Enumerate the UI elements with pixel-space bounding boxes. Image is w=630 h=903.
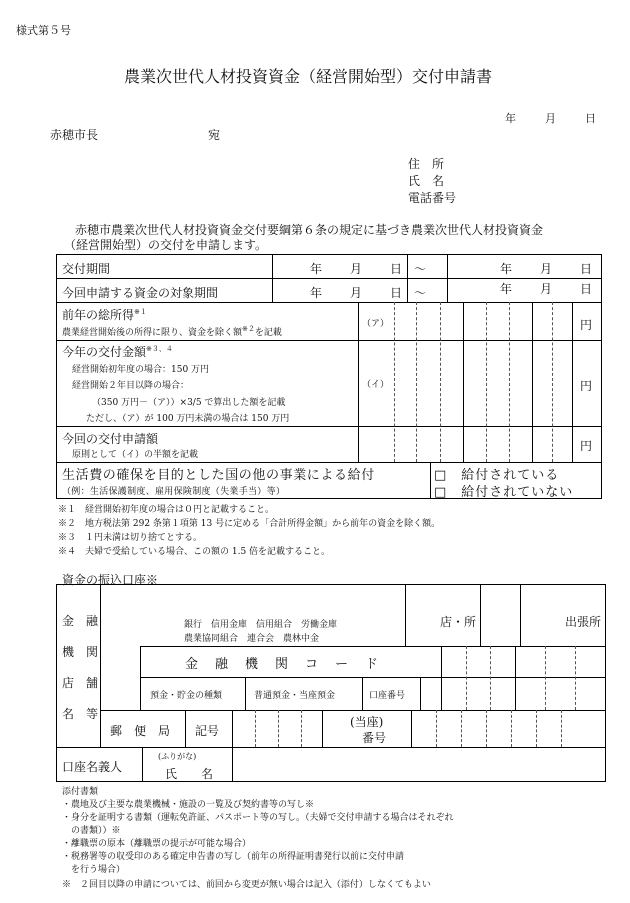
- deposit-type-value: 普通預金・当座預金: [254, 691, 336, 701]
- request-amount-sub: 原則として（イ）の半額を記載: [72, 450, 199, 460]
- prev-income-sub-text: 農業経営開始後の所得に限り、資金を除く額: [62, 328, 243, 338]
- applicant-phone-label: 電話番号: [408, 191, 457, 205]
- side-label-1: 金 融: [62, 614, 99, 628]
- grant-amount-note-ref: ※３、４: [146, 345, 173, 353]
- date-day: 日: [585, 112, 596, 125]
- intro-line-1: 赤穂市農業次世代人材投資資金交付要綱第６条の規定に基づき農業次世代人材投資資金: [75, 223, 544, 237]
- row2-start-day: 日: [390, 286, 403, 300]
- bank-heading: 資金の振込口座※: [62, 573, 159, 587]
- deposit-type-label: 預金・貯金の種類: [150, 691, 223, 701]
- label-grant-period: 交付期間: [62, 262, 111, 276]
- grant-amount-text: 今年の交付金額: [62, 345, 147, 359]
- row1-end-day: 日: [580, 262, 593, 276]
- bank-code-label: 金 融 機 関 コ ー ド: [185, 657, 381, 672]
- symbol-label: 記号: [195, 724, 220, 738]
- account-number-label: 口座番号: [369, 691, 406, 701]
- side-label-4: 名 等: [62, 707, 99, 721]
- prev-income-sub-end: を記載: [254, 328, 282, 338]
- furigana-label: (ふりがな): [158, 752, 197, 761]
- grant-line-3: （350 万円－（ア））×3/5 で算出した額を記載: [92, 398, 286, 408]
- post-office-label: 郵 便 局: [110, 724, 171, 738]
- attachment-4: ・税務署等の収受印のある確定申告書の写し（前年の所得証明書発行以前に交付申請: [62, 852, 405, 862]
- prev-income-sub: [62, 324, 282, 338]
- checkbox-benefit-not-received[interactable]: □ 給付されていない: [434, 485, 574, 500]
- attachment-4-cont: を行う場合）: [62, 865, 126, 875]
- addressee-name: 赤穂市長: [50, 128, 99, 142]
- intro-line-2: （経営開始型）の交付を申請します。: [64, 238, 268, 252]
- unit-yen-2: 円: [580, 379, 593, 393]
- label-other-benefits: 生活費の確保を目的とした国の他の事業による給付: [62, 468, 375, 483]
- note-2: ※２ 地方税法第 292 条第１項第 13 号に定める「合計所得金額」から前年の資金を除く額。: [58, 519, 441, 529]
- label-target-period: 今回申請する資金の対象期間: [62, 286, 219, 300]
- note-1: ※１ 経営開始初年度の場合は０円と記載すること。: [58, 505, 275, 515]
- row2-end-year: 年: [500, 282, 513, 296]
- row1-start-month: 月: [350, 262, 363, 276]
- bank-types-line-1: 銀行 信用金庫 信用組合 労働金庫: [184, 620, 338, 630]
- number-label-1: (当座): [350, 715, 384, 729]
- checkbox-benefit-received[interactable]: □ 給付されている: [434, 468, 560, 483]
- label-request-amount: 今回の交付申請額: [62, 432, 159, 446]
- attachment-2: ・身分を証明する書類（運転免許証、パスポート等の写し。（夫婦で交付申請する場合はそれぞれ: [62, 813, 454, 823]
- prev-income-text: 前年の総所得: [62, 308, 135, 322]
- row1-start-day: 日: [390, 262, 403, 276]
- grant-line-2: 経営開始２年目以降の場合：: [72, 381, 190, 391]
- row2-start-month: 月: [350, 286, 363, 300]
- label-grant-amount: [62, 343, 173, 360]
- mark-a: （ア）: [362, 319, 390, 329]
- page-title: 農業次世代人材投資資金（経営開始型）交付申請書: [124, 67, 493, 86]
- number-label-2: 番号: [362, 731, 387, 745]
- account-holder-label: 口座名義人: [62, 760, 123, 774]
- other-benefits-example: （例：生活保護制度、雇用保険制度（失業手当）等）: [62, 487, 286, 497]
- row1-start-year: 年: [310, 262, 323, 276]
- grant-line-4: ただし、（ア）が 100 万円未満の場合は 150 万円: [86, 414, 290, 424]
- form-number: 様式第５号: [16, 24, 71, 37]
- attachments-heading: 添付書類: [62, 787, 99, 797]
- row2-start-year: 年: [310, 286, 323, 300]
- side-label-3: 店 舗: [62, 676, 99, 690]
- label-prev-income: [62, 306, 147, 323]
- prev-income-note-ref: ※１: [134, 308, 147, 316]
- note-3: ※３ １円未満は切り捨てとする。: [58, 533, 203, 543]
- row2-end-month: 月: [540, 282, 553, 296]
- attachment-3: ・離職票の原本（離職票の提示が可能な場合）: [62, 839, 252, 849]
- unit-yen-3: 円: [580, 439, 593, 453]
- attachment-note: ※ ２回目以降の申請については、前回から変更が無い場合は記入（添付）しなくてもよい: [62, 880, 431, 890]
- attachment-2-cont: の書類））※: [62, 826, 121, 836]
- prev-income-sub-note-ref: ※２: [242, 325, 255, 333]
- row1-end-month: 月: [540, 262, 553, 276]
- row2-end-day: 日: [580, 282, 593, 296]
- note-4: ※４ 夫婦で受給している場合、この額の 1.5 倍を記載すること。: [58, 547, 331, 557]
- mark-i: （イ）: [362, 380, 390, 390]
- office-label: 出張所: [565, 615, 602, 629]
- row1-end-year: 年: [500, 262, 513, 276]
- applicant-name-label: 氏 名: [408, 174, 445, 188]
- holder-name-label: 氏 名: [165, 767, 214, 781]
- attachment-1: ・農地及び主要な農業機械・施設の一覧及び契約書等の写し※: [62, 800, 315, 810]
- date-year: 年: [505, 112, 516, 125]
- row2-tilde: ～: [414, 286, 427, 300]
- branch-label: 店・所: [440, 615, 477, 629]
- unit-yen-1: 円: [580, 318, 593, 332]
- grant-line-1: 経営開始初年度の場合：150 万円: [72, 365, 210, 375]
- date-month: 月: [545, 112, 556, 125]
- side-label-2: 機 関: [62, 645, 99, 659]
- applicant-address-label: 住 所: [408, 157, 445, 171]
- addressee-suffix: 宛: [208, 128, 221, 142]
- row1-tilde: ～: [414, 262, 427, 276]
- bank-types-line-2: 農業協同組合 連合会 農林中金: [184, 634, 320, 644]
